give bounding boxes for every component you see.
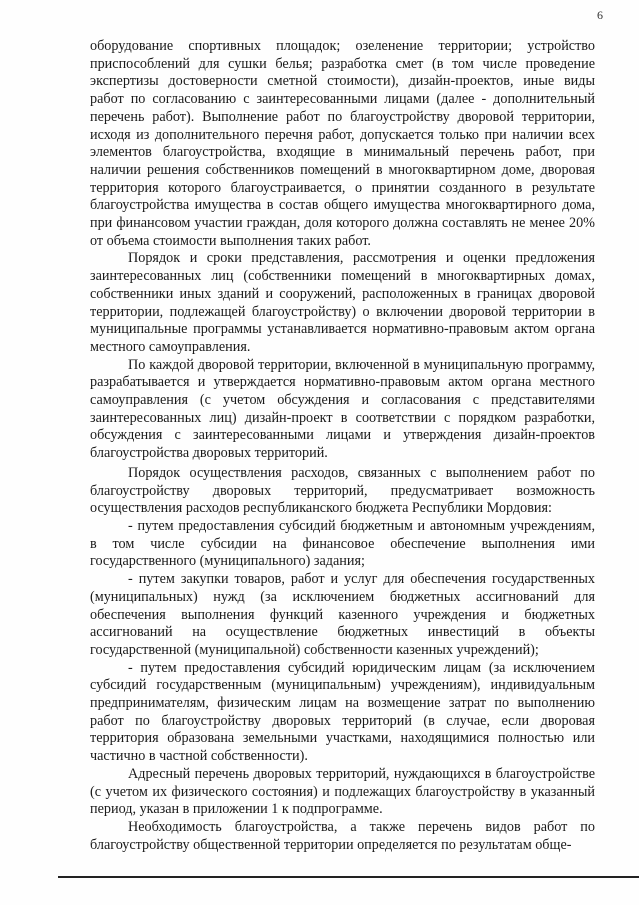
paragraph-design-project: По каждой дворовой территории, включенной в муниципальную программу, разрабатывается и утверждается нормативно-правовым актом органа местного самоуправления (с учетом обсуждения и согласования с представителями заинтересованных лиц) дизайн-проект в соответствии с порядком разработки, обсуждения с заинтересованными лицами и утверждения дизайн-проектов благоустройства дворовых территорий. [90, 356, 595, 462]
paragraph-necessity: Необходимость благоустройства, а также перечень видов работ по благоустройству общественной территории определяется по результатам обще- [90, 818, 595, 853]
paragraph-proposals-order: Порядок и сроки представления, рассмотрения и оценки предложения заинтересованных лиц (собственники помещений в многоквартирных домах, собственники иных зданий и сооружений, расположенных в границах дворовой территории, подлежащей благоустройству) о включении дворовой территории в муниципальные программы устанавливается нормативно-правовым актом органа местного самоуправления. [90, 250, 595, 355]
list-item-subsidies-institutions: - путем предоставления субсидий бюджетным и автономным учреждениям, в том числе субсидии на финансовое обеспечение выполнения ими государственного (муниципального) задания; [90, 517, 595, 570]
paragraph-continuation: оборудование спортивных площадок; озеленение территории; устройство приспособлений для сушки белья; разработка смет (в том числе проведение экспертизы достоверности сметной стоимости), дизайн-проектов, иные виды работ по согласованию с заинтересованными лицами (далее - дополнительный перечень работ). Выполнение работ по благоустройству дворовой территории, исходя из дополнительного перечня работ, допускается только при наличии всех элементов благоустройства, входящие в минимальный перечень работ, при наличии решения собственников помещений в многоквартирном доме, дворовая территория которого благоустраивается, о принятии созданного в результате благоустройства имущества в состав общего имущества многоквартирного дома, при финансовом участии граждан, доля которого должна составлять не менее 20% от объема стоимости выполнения таких работ. [90, 38, 595, 249]
list-item-procurement: - путем закупки товаров, работ и услуг для обеспечения государственных (муниципальных) нужд (за исключением бюджетных ассигнований для обеспечения выполнения функций казенного учреждения и бюджетных ассигнований на осуществление бюджетных инвестиций в объекты государственной (муниципальной) собственности казенных учреждений); [90, 571, 595, 658]
bottom-border-line [58, 876, 639, 878]
list-item-subsidies-legal-entities: - путем предоставления субсидий юридическим лицам (за исключением субсидий государственным (муниципальным) учреждениям), индивидуальным предпринимателям, физическим лицам на возмещение затрат по выполнению работ по благоустройству дворовых территорий (в случае, если дворовая территория образована земельными участками, находящимися полностью или частично в частной собственности). [90, 659, 595, 765]
paragraph-expenses-order: Порядок осуществления расходов, связанных с выполнением работ по благоустройству дворовых территорий, предусматривает возможность осуществления расходов республиканского бюджета Республики Мордовия: [90, 464, 595, 517]
paragraph-address-list: Адресный перечень дворовых территорий, нуждающихся в благоустройстве (с учетом их физического состояния) и подлежащих благоустройству в указанный период, указан в приложении 1 к подпрограмме. [90, 765, 595, 818]
page-number: 6 [597, 8, 603, 22]
document-body [90, 38, 595, 854]
